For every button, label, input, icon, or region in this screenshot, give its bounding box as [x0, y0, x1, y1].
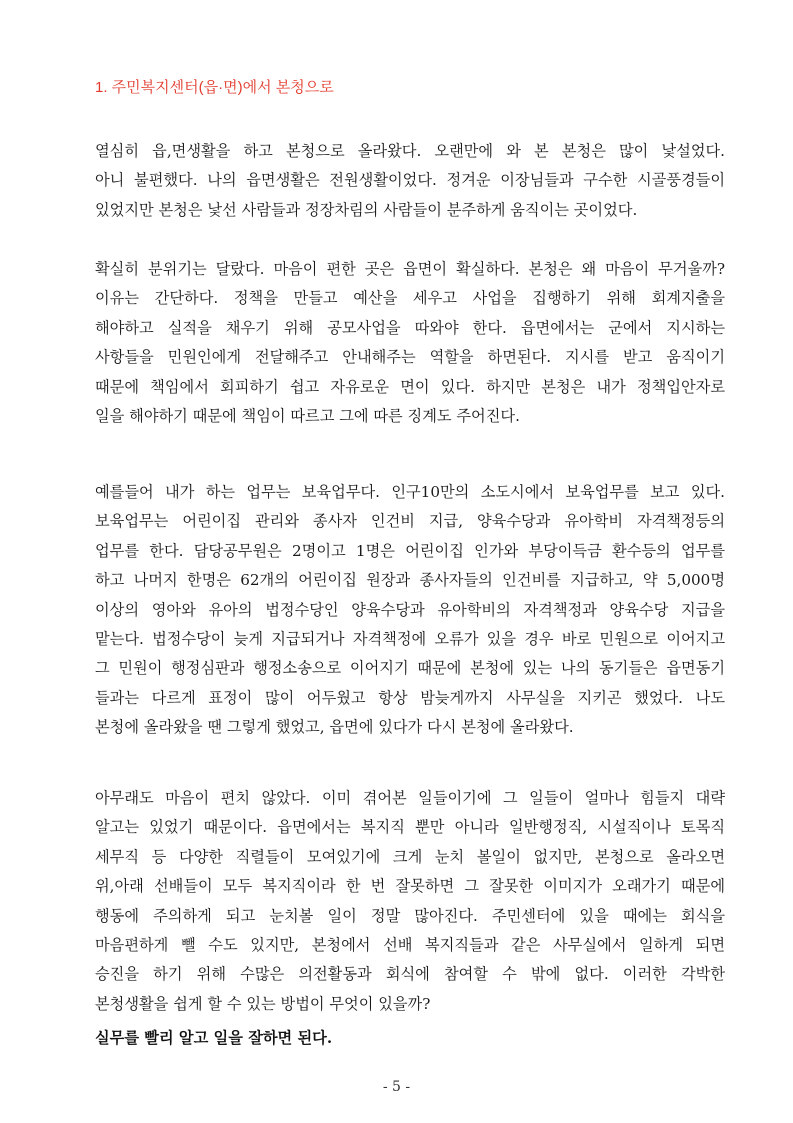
paragraph-line: 해야하고 실적을 채우기 위해 공모사업을 따와야 한다. 읍면에서는 군에서 지시하는 — [95, 318, 725, 337]
paragraph-4 — [95, 784, 725, 1019]
paragraph-line: 때문에 책임에서 회피하기 쉽고 자유로운 면이 있다. 하지만 본청은 내가 정책입안자로 — [95, 377, 725, 396]
paragraph-line: 승진을 하기 위해 수많은 의전활동과 회식에 참여할 수 밖에 없다. 이러한 각박한 — [95, 965, 725, 984]
paragraph-line: 보육업무는 어린이집 관리와 종사자 인건비 지급, 양육수당과 유아학비 자격책정등의 — [95, 512, 725, 531]
paragraph-line: 위,아래 선배들이 모두 복지직이라 한 번 잘못하면 그 잘못한 이미지가 오래가기 때문에 — [95, 877, 725, 896]
paragraph-line: 업무를 한다. 담당공무원은 2명이고 1명은 어린이집 인가와 부당이득금 환수등의 업무를 — [95, 541, 725, 560]
paragraph-line: 하고 나머지 한명은 62개의 어린이집 원장과 종사자들의 인건비를 지급하고, 약 5,000명 — [95, 571, 725, 590]
paragraph-line: 들과는 다르게 표정이 많이 어두웠고 항상 밤늦게까지 사무실을 지키곤 했었다. 나도 — [95, 688, 725, 707]
paragraph-line: 사항들을 민원인에게 전달해주고 안내해주는 역할을 하면된다. 지시를 받고 움직이기 — [95, 348, 725, 367]
section-heading: 1. 주민복지센터(읍·면)에서 본청으로 — [95, 79, 334, 96]
paragraph-3 — [95, 478, 725, 743]
page-number: - 5 - — [382, 1079, 411, 1095]
paragraph-line: 세무직 등 다양한 직렬들이 모여있기에 크게 눈치 볼일이 없지만, 본청으로 올라오면 — [95, 847, 725, 866]
paragraph-line: 본청생활을 쉽게 할 수 있는 방법이 무엇이 있을까? — [95, 994, 431, 1013]
paragraph-line: 본청에 올라왔을 땐 그렇게 했었고, 읍면에 있다가 다시 본청에 올라왔다. — [95, 718, 574, 737]
paragraph-line: 맡는다. 법정수당이 늦게 지급되거나 자격책정에 오류가 있을 경우 바로 민원으로 이어지고 — [95, 629, 725, 648]
paragraph-line: 행동에 주의하게 되고 눈치볼 일이 정말 많아진다. 주민센터에 있을 때에는 회식을 — [95, 906, 725, 925]
paragraph-line: 일을 해야하기 때문에 책임이 따르고 그에 따른 징계도 주어진다. — [95, 406, 520, 425]
paragraph-2 — [95, 255, 725, 431]
paragraph-line: 아니 불편했다. 나의 읍면생활은 전원생활이었다. 정겨운 이장님들과 구수한 시골풍경들이 — [95, 171, 725, 190]
paragraph-line: 예를들어 내가 하는 업무는 보육업무다. 인구10만의 소도시에서 보육업무를 보고 있다. — [95, 483, 725, 501]
paragraph-line: 확실히 분위기는 달랐다. 마음이 편한 곳은 읍면이 확실하다. 본청은 왜 마음이 무거울까? — [95, 260, 725, 278]
paragraph-line: 아무래도 마음이 편치 않았다. 이미 겪어본 일들이기에 그 일들이 얼마나 힘들지 대략 — [95, 789, 725, 807]
paragraph-line: 있었지만 본청은 낯선 사람들과 정장차림의 사람들이 분주하게 움직이는 곳이었다. — [95, 200, 638, 219]
paragraph-1 — [95, 137, 725, 225]
paragraph-line: 마음편하게 뺄 수도 있지만, 본청에서 선배 복지직들과 같은 사무실에서 일하게 되면 — [95, 935, 725, 954]
paragraph-line: 이유는 간단하다. 정책을 만들고 예산을 세우고 사업을 집행하기 위해 회계지출을 — [95, 289, 725, 308]
paragraph-line: 알고는 있었기 때문이다. 읍면에서는 복지직 뿐만 아니라 일반행정직, 시설직이나 토목직 — [95, 818, 725, 837]
conclusion-text: 실무를 빨리 알고 일을 잘하면 된다. — [95, 1029, 333, 1047]
paragraph-line: 그 민원이 행정심판과 행정소송으로 이어지기 때문에 본청에 있는 나의 동기들은 읍면동기 — [95, 659, 725, 678]
paragraph-line: 이상의 영아와 유아의 법정수당인 양육수당과 유아학비의 자격책정과 양육수당 지급을 — [95, 600, 725, 619]
paragraph-line: 열심히 읍,면생활을 하고 본청으로 올라왔다. 오랜만에 와 본 본청은 많이 낯설었다. — [95, 142, 725, 160]
